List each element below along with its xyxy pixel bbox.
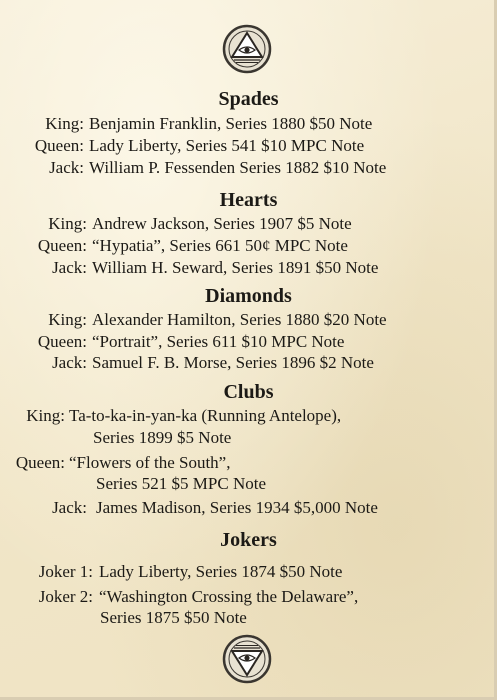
clubs-queen-continuation: Series 521 $5 MPC Note <box>96 474 266 493</box>
eye-of-providence-emblem-top <box>222 24 272 74</box>
clubs-jack-value: James Madison, Series 1934 $5,000 Note <box>96 498 378 517</box>
joker-2-label: Joker 2: <box>38 587 93 606</box>
joker-1-label: Joker 1: <box>38 562 93 581</box>
spades-king-value: Benjamin Franklin, Series 1880 $50 Note <box>89 114 373 133</box>
spades-jack-label: Jack: <box>49 158 84 177</box>
clubs-queen-label: Queen: <box>15 453 65 472</box>
clubs-queen-value: “Flowers of the South”, <box>69 453 231 472</box>
spades-jack-value: William P. Fessenden Series 1882 $10 Note <box>89 158 387 177</box>
hearts-king-value: Andrew Jackson, Series 1907 $5 Note <box>92 214 352 233</box>
clubs-king-continuation: Series 1899 $5 Note <box>93 428 232 447</box>
spades-queen-label: Queen: <box>34 136 84 155</box>
section-title-jokers: Jokers <box>220 529 277 551</box>
hearts-jack-label: Jack: <box>52 258 87 277</box>
hearts-king-label: King: <box>48 214 87 233</box>
diamonds-jack-value: Samuel F. B. Morse, Series 1896 $2 Note <box>92 353 374 372</box>
diamonds-queen-label: Queen: <box>37 332 87 351</box>
diamonds-king-value: Alexander Hamilton, Series 1880 $20 Note <box>92 310 387 329</box>
hearts-queen-label: Queen: <box>37 236 87 255</box>
spades-king-label: King: <box>45 114 84 133</box>
diamonds-king-label: King: <box>48 310 87 329</box>
section-title-hearts: Hearts <box>219 189 278 211</box>
joker-2-value: “Washington Crossing the Delaware”, <box>99 587 359 606</box>
joker-2-continuation: Series 1875 $50 Note <box>100 608 247 627</box>
section-title-diamonds: Diamonds <box>205 285 292 307</box>
section-title-spades: Spades <box>218 88 279 110</box>
eye-of-providence-emblem-bottom <box>222 634 272 684</box>
diamonds-jack-label: Jack: <box>52 353 87 372</box>
section-title-clubs: Clubs <box>223 381 274 403</box>
joker-1-value: Lady Liberty, Series 1874 $50 Note <box>99 562 343 581</box>
hearts-jack-value: William H. Seward, Series 1891 $50 Note <box>92 258 379 277</box>
diamonds-queen-value: “Portrait”, Series 611 $10 MPC Note <box>92 332 345 351</box>
spades-queen-value: Lady Liberty, Series 541 $10 MPC Note <box>89 136 365 155</box>
clubs-king-value: Ta-to-ka-in-yan-ka (Running Antelope), <box>69 406 342 425</box>
clubs-jack-label: Jack: <box>52 498 87 517</box>
hearts-queen-value: “Hypatia”, Series 661 50¢ MPC Note <box>92 236 348 255</box>
clubs-king-label: King: <box>26 406 65 425</box>
